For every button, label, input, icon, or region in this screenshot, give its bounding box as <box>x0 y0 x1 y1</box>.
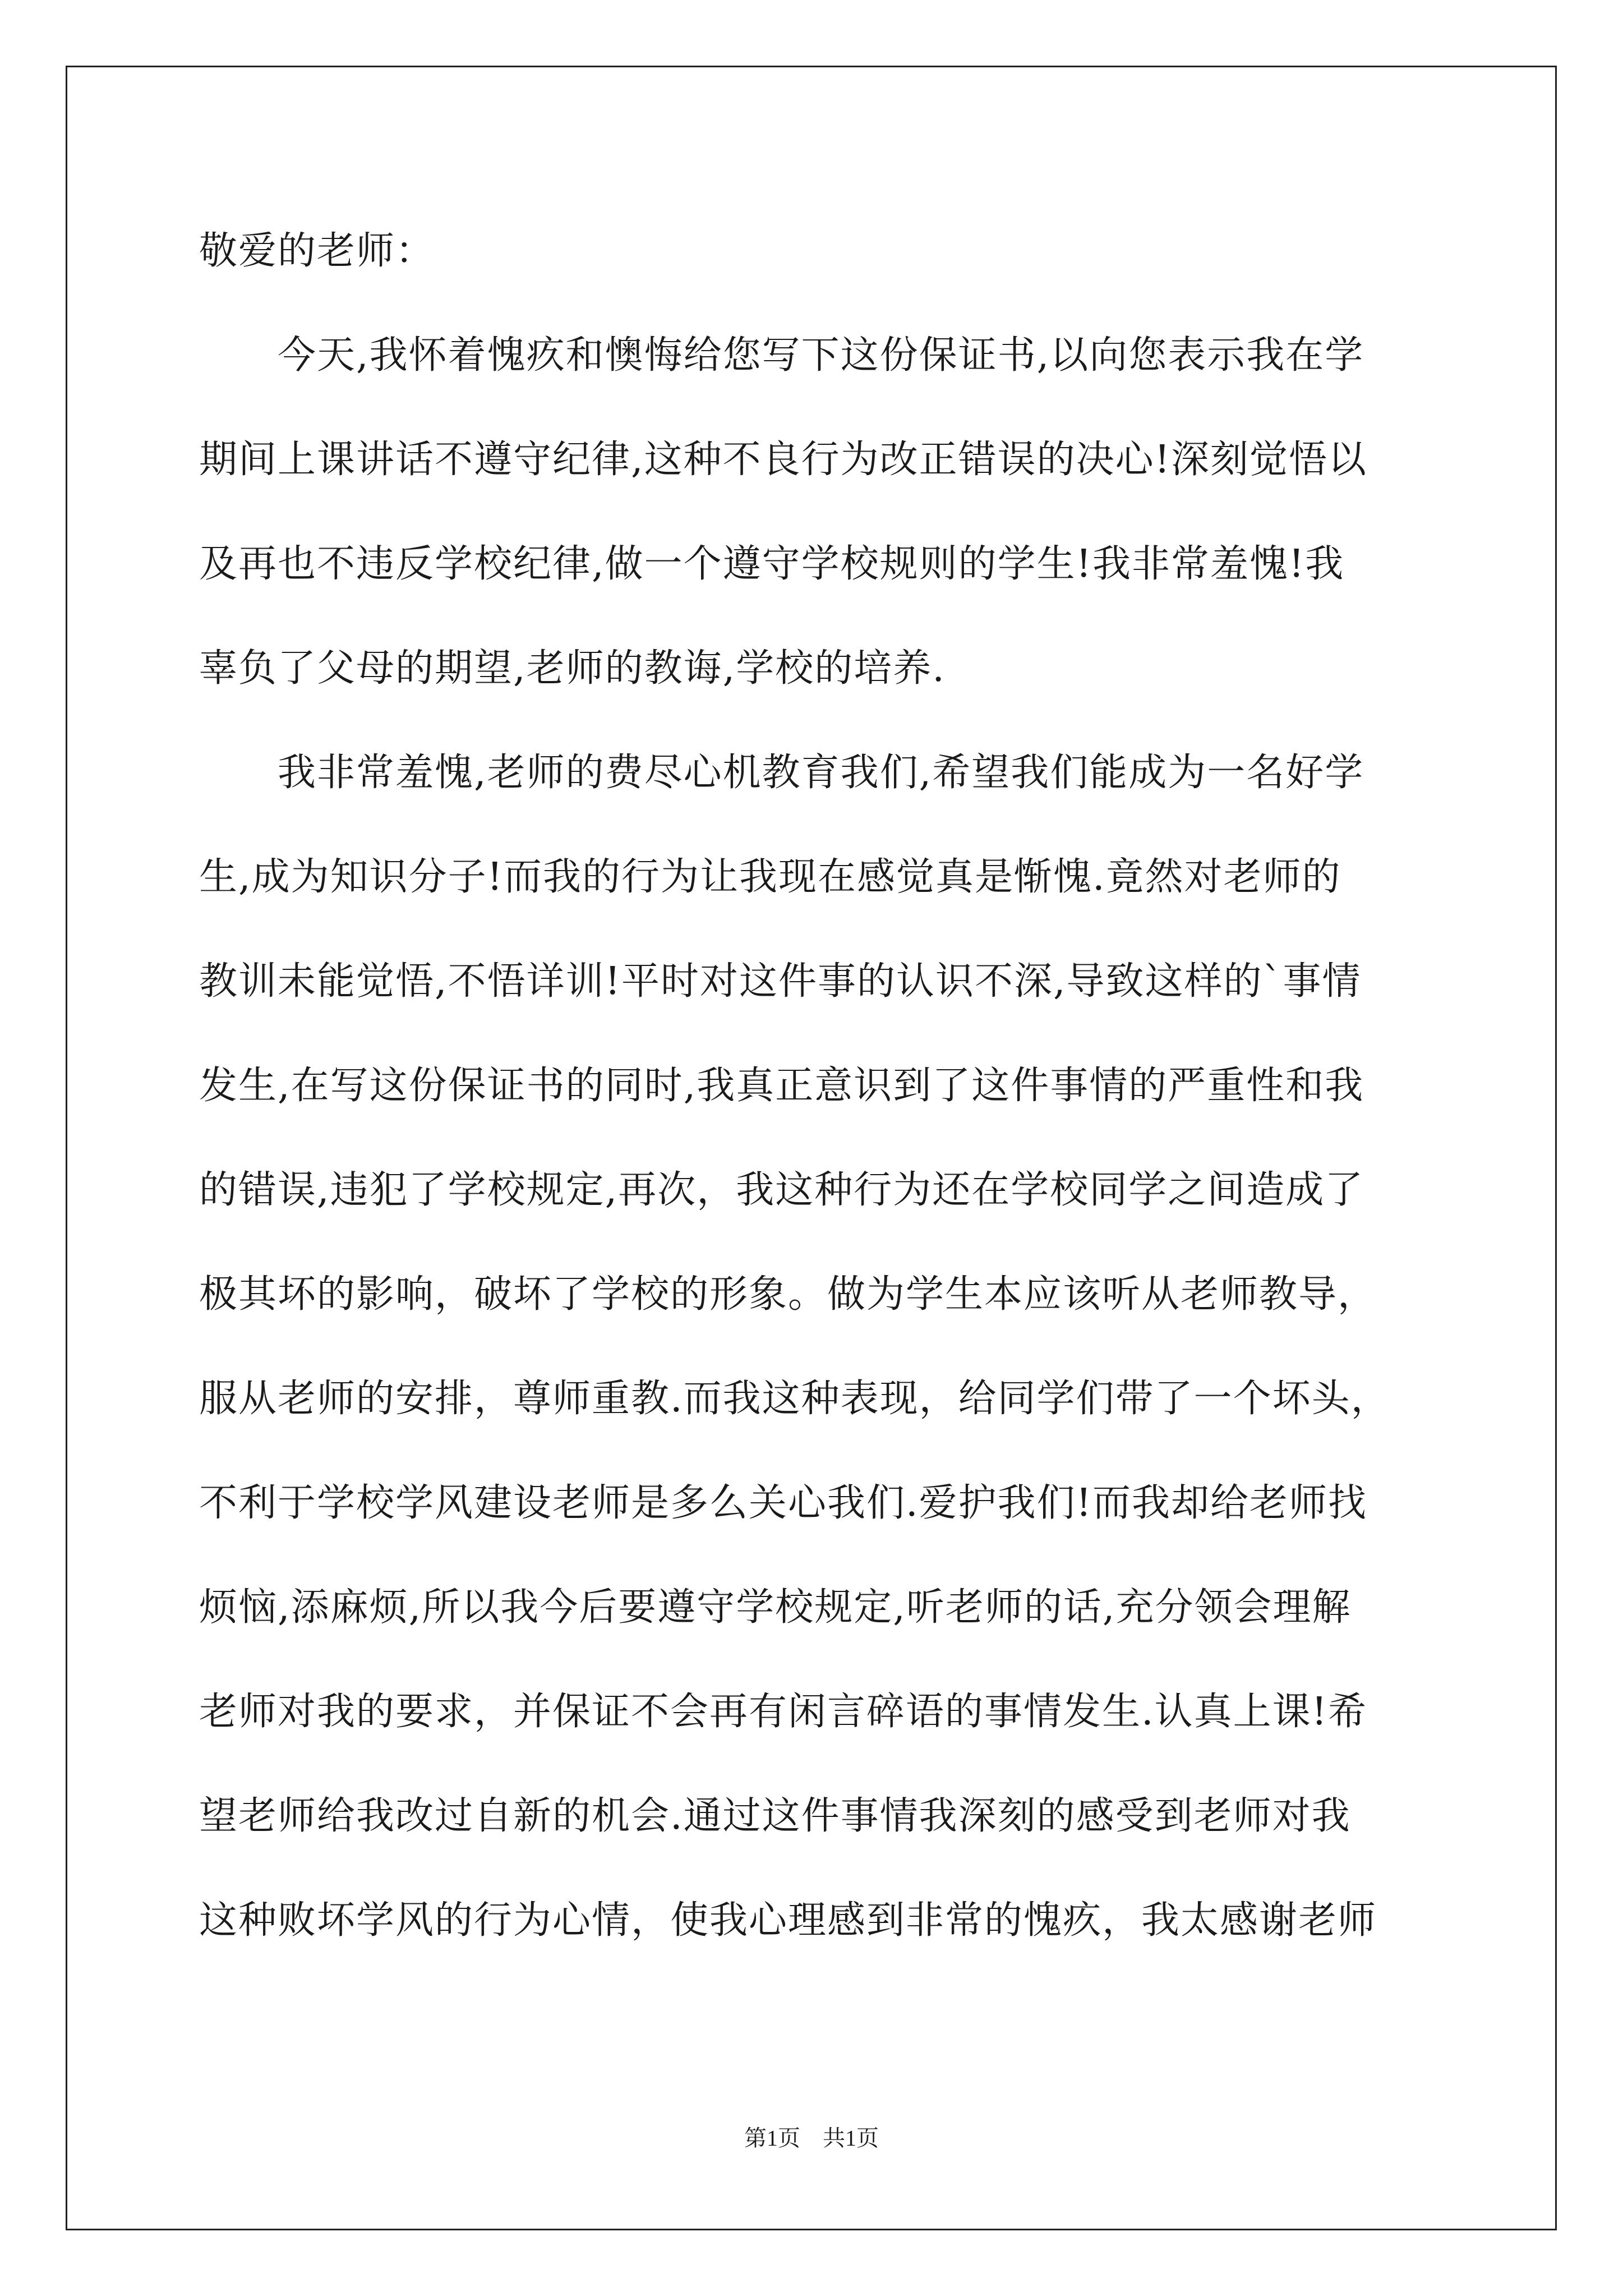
text-line: 发生,在写这份保证书的同时,我真正意识到了这件事情的严重性和我 <box>199 1064 1364 1108</box>
page-footer <box>0 2120 1623 2152</box>
text-line: 极其坏的影响，破坏了学校的形象。做为学生本应该听从老师教导， <box>199 1272 1377 1317</box>
text-line: 今天,我怀着愧疚和懊悔给您写下这份保证书,以向您表示我在学 <box>199 333 1364 378</box>
text-line: 及再也不违反学校纪律,做一个遵守学校规则的学生!我非常羞愧!我 <box>199 542 1345 586</box>
text-line: 生,成为知识分子!而我的行为让我现在感觉真是惭愧.竟然对老师的 <box>199 855 1341 899</box>
text-line: 烦恼,添麻烦,所以我今后要遵守学校规定,听老师的话,充分领会理解 <box>199 1585 1352 1630</box>
text-line: 服从老师的安排，尊师重教.而我这种表现，给同学们带了一个坏头， <box>199 1377 1390 1421</box>
text-line: 望老师给我改过自新的机会.通过这件事情我深刻的感受到老师对我 <box>199 1794 1351 1838</box>
text-line: 我非常羞愧,老师的费尽心机教育我们,希望我们能成为一名好学 <box>199 751 1364 795</box>
text-line: 教训未能觉悟,不悟详训!平时对这件事的认识不深,导致这样的`事情 <box>199 959 1362 1004</box>
text-line: 的错误,违犯了学校规定,再次，我这种行为还在学校同学之间造成了 <box>199 1168 1364 1212</box>
document-body <box>199 199 1433 1973</box>
salutation: 敬爱的老师： <box>199 229 435 273</box>
text-line: 期间上课讲话不遵守纪律,这种不良行为改正错误的决心!深刻觉悟以 <box>199 438 1367 482</box>
text-line: 这种败坏学风的行为心情，使我心理感到非常的愧疚，我太感谢老师 <box>199 1898 1377 1943</box>
text-line: 老师对我的要求，并保证不会再有闲言碎语的事情发生.认真上课!希 <box>199 1690 1367 1734</box>
page-total: 共1页 <box>823 2125 879 2151</box>
text-line: 不利于学校学风建设老师是多么关心我们.爱护我们!而我却给老师找 <box>199 1481 1367 1525</box>
text-line: 辜负了父母的期望,老师的教诲,学校的培养. <box>199 646 946 691</box>
page-number: 第1页 <box>744 2125 800 2151</box>
